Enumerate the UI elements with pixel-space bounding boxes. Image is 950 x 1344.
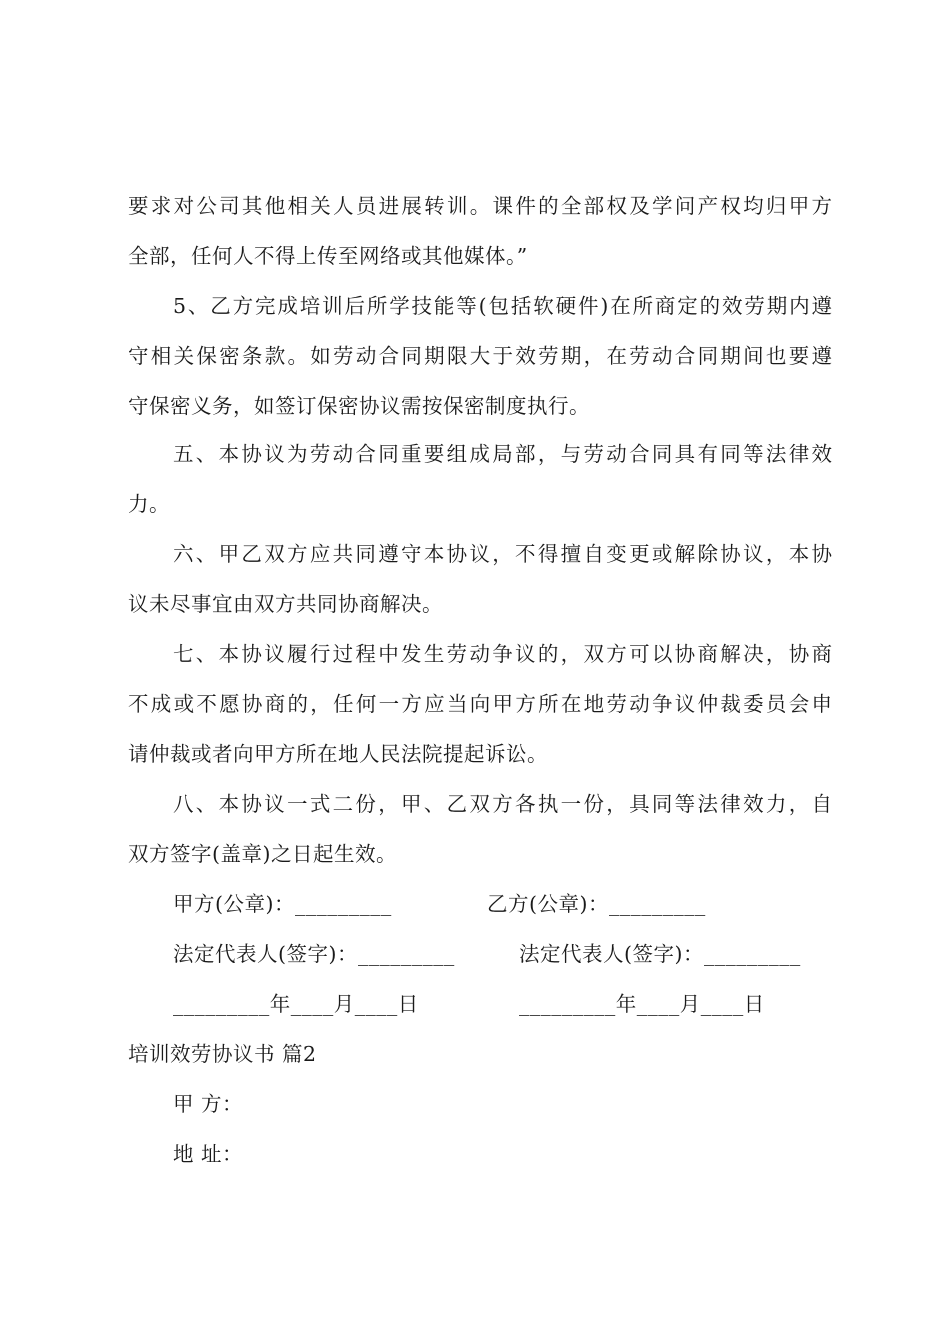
clause-5-line: 5、乙方完成培训后所学技能等(包括软硬件)在所商定的效劳期内遵 — [173, 294, 832, 318]
clause-eight-line: 双方签字(盖章)之日起生效。 — [128, 842, 397, 866]
clause-eight-line: 八、本协议一式二份，甲、乙双方各执一份，具同等法律效力，自 — [173, 792, 832, 816]
clause-six-line: 六、甲乙双方应共同遵守本协议，不得擅自变更或解除协议，本协 — [173, 542, 832, 566]
date-a-field: _________年____月____日 — [173, 992, 419, 1016]
legal-rep-a-field: 法定代表人(签字)：_________ — [173, 942, 455, 966]
section-heading: 培训效劳协议书 篇2 — [128, 1042, 317, 1066]
clause-5-line: 守相关保密条款。如劳动合同期限大于效劳期，在劳动合同期间也要遵 — [128, 344, 832, 368]
clause-six-line: 议未尽事宜由双方共同协商解决。 — [128, 592, 443, 616]
party-a-seal-field: 甲方(公章)：_________ — [173, 892, 392, 916]
party-a-label: 甲 方： — [173, 1092, 244, 1116]
paragraph-line: 要求对公司其他相关人员进展转训。课件的全部权及学问产权均归甲方 — [128, 194, 832, 218]
clause-5-line: 守保密义务，如签订保密协议需按保密制度执行。 — [128, 394, 590, 418]
clause-five-line: 力。 — [128, 492, 170, 516]
clause-five-line: 五、本协议为劳动合同重要组成局部，与劳动合同具有同等法律效 — [173, 442, 832, 466]
clause-seven-line: 不成或不愿协商的，任何一方应当向甲方所在地劳动争议仲裁委员会申 — [128, 692, 832, 716]
paragraph-line: 全部，任何人不得上传至网络或其他媒体。” — [128, 244, 528, 268]
address-label: 地 址： — [173, 1142, 244, 1166]
date-b-field: _________年____月____日 — [519, 992, 765, 1016]
clause-seven-line: 请仲裁或者向甲方所在地人民法院提起诉讼。 — [128, 742, 548, 766]
legal-rep-b-field: 法定代表人(签字)：_________ — [519, 942, 801, 966]
clause-seven-line: 七、本协议履行过程中发生劳动争议的，双方可以协商解决，协商 — [173, 642, 832, 666]
party-b-seal-field: 乙方(公章)：_________ — [487, 892, 706, 916]
